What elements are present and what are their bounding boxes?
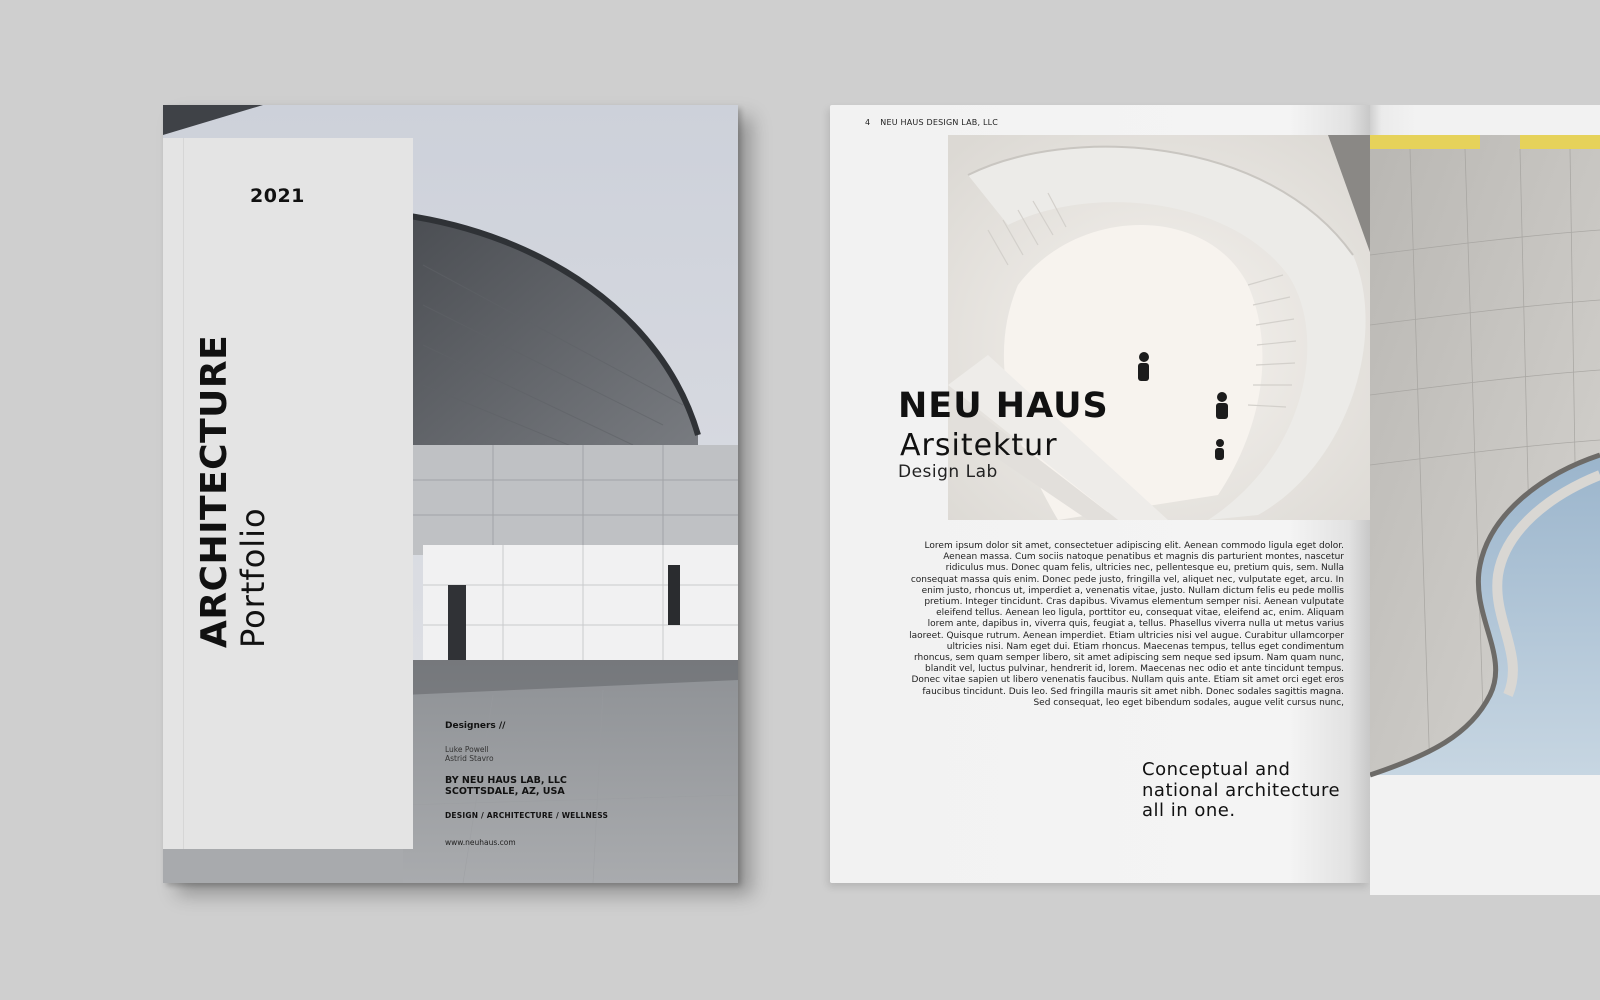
spread-left-page: [830, 105, 1370, 883]
brand-title: NEU HAUS: [898, 386, 1109, 426]
header-title: NEU HAUS DESIGN LAB, LLC: [880, 118, 999, 127]
cover-title: ARCHITECTURE: [194, 334, 235, 648]
cover-title-panel: [163, 138, 413, 849]
cover-credits: [445, 721, 695, 847]
publisher-name: BY NEU HAUS LAB, LLC: [445, 775, 567, 786]
brand-tagline: Design Lab: [898, 462, 998, 482]
brand-block: [898, 387, 1109, 481]
cover-subtitle: Portfolio: [234, 507, 272, 648]
curved-facade-photo: [1370, 135, 1600, 895]
designers-label: Designers //: [445, 721, 506, 731]
running-header: [865, 118, 998, 127]
body-paragraph: Lorem ipsum dolor sit amet, consectetuer adipiscing elit. Aenean commodo ligula eget dolor. Aenean massa. Cum sociis natoque penatibus et magnis dis parturient montes, nascetur ridiculus mus. Donec quam felis, ultricies nec, pellentesque eu, pretium quis, sem. Nulla consequat massa quis enim. Donec pede justo, fringilla vel, aliquet nec, vulputate eget, arcu. In enim justo, rhoncus ut, imperdiet a, venenatis vitae, justo. Nullam dictum felis eu pede mollis pretium. Integer tincidunt. Cras dapibus. Vivamus elementum semper nisi. Aenean vulputate eleifend tellus. Aenean leo ligula, porttitor eu, consequat vitae, eleifend ac, enim. Aliquam lorem ante, dapibus in, viverra quis, feugiat a, tellus. Phasellus viverra nulla ut metus varius laoreet. Quisque rutrum. Aenean imperdiet. Etiam ultricies nisi vel augue. Curabitur ullamcorper ultricies nisi. Nam eget dui. Etiam rhoncus. Maecenas tempus, tellus eget condimentum rhoncus, sem quam semper libero, sit amet adipiscing sem neque sed ipsum. Nam quam nunc, blandit vel, luctus pulvinar, hendrerit id, lorem. Maecenas nec odio et ante tincidunt tempus. Donec vitae sapien ut libero venenatis faucibus. Nullam quis ante. Etiam sit amet orci eget eros faucibus tincidunt. Duis leo. Sed fringilla mauris sit amet nibh. Donec sodales sagittis magna. Sed consequat, leo eget bibendum sodales, augue velit cursus nunc,: [909, 541, 1344, 708]
cover-vertical-title: [195, 335, 271, 648]
designer-names: [445, 745, 695, 763]
magazine-spread: [830, 105, 1600, 883]
page-number: 4: [865, 118, 871, 127]
designer-name: Luke Powell: [445, 745, 489, 754]
designer-name: Astrid Stavro: [445, 754, 494, 763]
pull-quote: Conceptual and national architecture all in one.: [1142, 759, 1341, 821]
brand-subtitle: Arsitektur: [900, 428, 1058, 463]
cover-url: www.neuhaus.com: [445, 838, 516, 847]
magazine-cover: [163, 105, 738, 883]
cover-categories: DESIGN / ARCHITECTURE / WELLNESS: [445, 811, 609, 820]
publisher-location: SCOTTSDALE, AZ, USA: [445, 786, 565, 797]
publisher-block: [445, 775, 695, 797]
cover-year: 2021: [250, 185, 305, 207]
